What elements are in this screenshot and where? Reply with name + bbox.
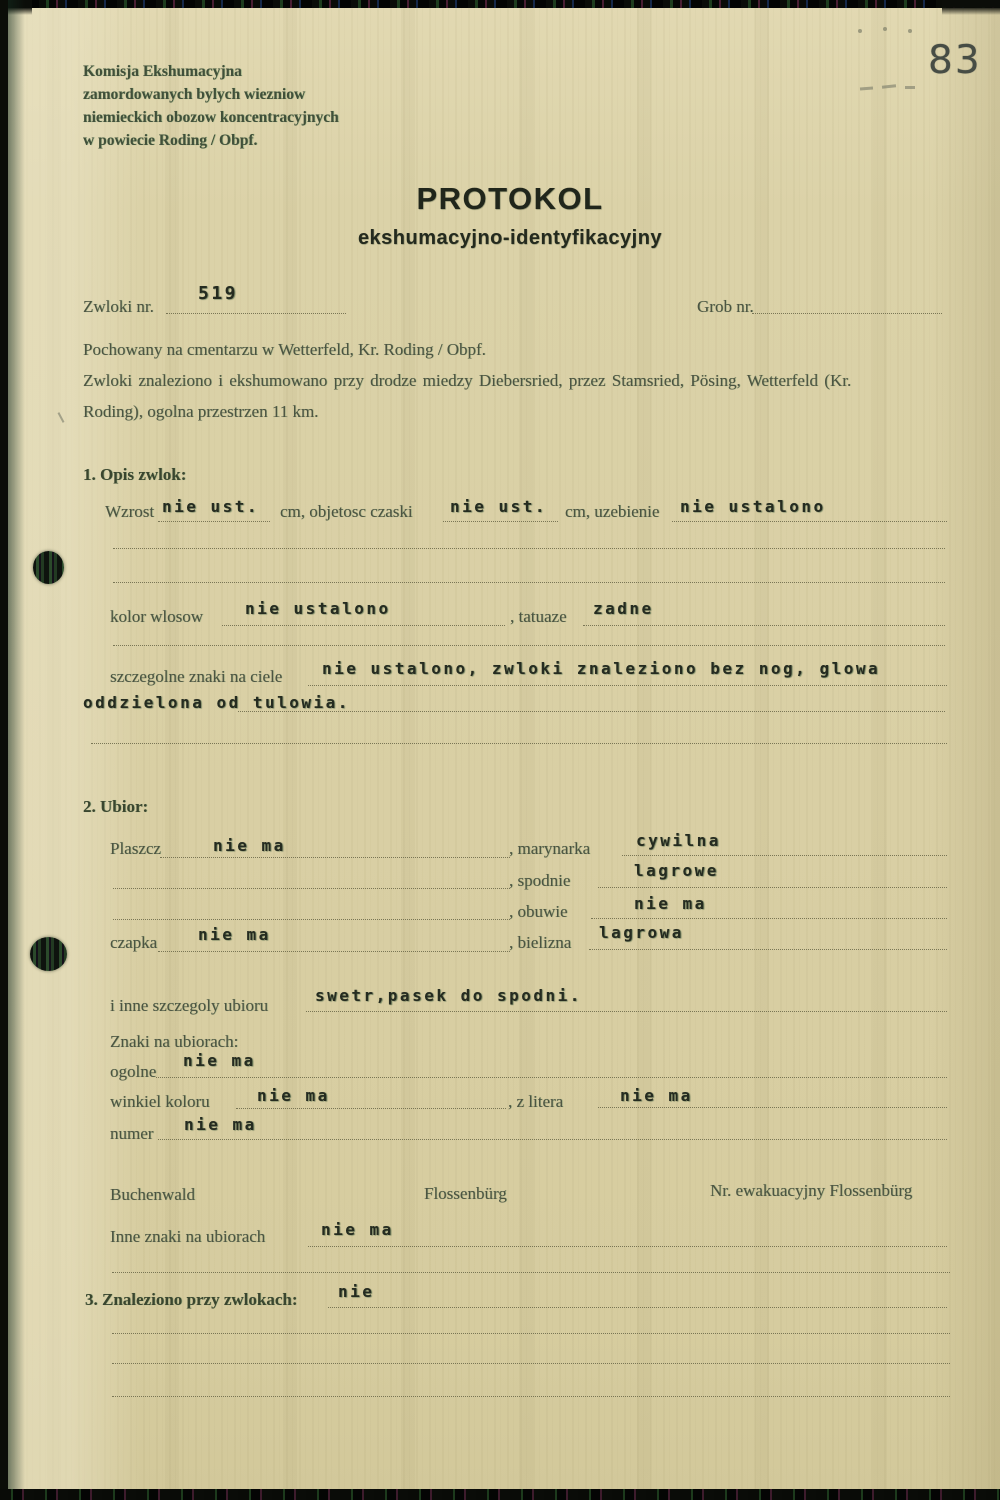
dotted-line xyxy=(236,1092,506,1109)
inne-znaki-label: Inne znaki na ubiorach xyxy=(110,1227,266,1246)
burial-line-1: Pochowany na cmentarzu w Wetterfeld, Kr. Roding / Obpf. xyxy=(83,340,486,359)
commission-line-2: zamordowanych bylych wiezniow xyxy=(83,86,306,103)
pencil-dot xyxy=(883,27,887,31)
scan-edge-top xyxy=(0,0,1000,8)
dotted-line xyxy=(598,871,947,888)
dotted-line xyxy=(308,1230,947,1247)
numer-value: nie ma xyxy=(184,1115,257,1134)
dotted-line xyxy=(112,1256,950,1273)
z-litera-label: , z litera xyxy=(508,1092,564,1111)
z-litera-value: nie ma xyxy=(620,1086,693,1105)
objetosc-label: cm, objetosc czaski xyxy=(280,502,413,521)
dotted-line xyxy=(583,609,945,626)
pencil-dot xyxy=(858,29,862,33)
czapka-label: czapka xyxy=(110,933,158,952)
plaszcz-label: Plaszcz xyxy=(110,839,161,858)
dotted-line xyxy=(328,1291,947,1308)
scan-edge-bottom xyxy=(0,1489,1000,1500)
obuwie-value: nie ma xyxy=(634,894,707,913)
section1-heading: 1. Opis zwlok: xyxy=(83,465,187,484)
kolor-wlosow-label: kolor wlosow xyxy=(110,607,204,626)
scan-edge-top-right xyxy=(942,0,1000,15)
commission-header xyxy=(83,60,339,152)
document-subtitle: ekshumacyjno-identyfikacyjny xyxy=(357,227,663,249)
ogolne-label: ogolne xyxy=(110,1062,157,1081)
section3-heading: 3. Znaleziono przy zwlokach: xyxy=(85,1290,298,1309)
ogolne-value: nie ma xyxy=(183,1051,256,1070)
dotted-line xyxy=(166,297,346,314)
inne-szczegoly-label: i inne szczegoly ubioru xyxy=(110,996,269,1015)
zwloki-nr-value: 519 xyxy=(198,283,239,304)
szczegolne-znaki-label: szczegolne znaki na ciele xyxy=(110,667,283,686)
punch-hole-top xyxy=(33,551,64,584)
pencil-tick xyxy=(58,412,65,423)
dotted-line xyxy=(113,629,945,646)
pencil-dash xyxy=(905,86,915,89)
dotted-line xyxy=(591,902,947,919)
pencil-dot xyxy=(908,29,912,33)
szczegolne-znaki-value-line2: oddzielona od tulowia. xyxy=(83,693,350,712)
scan-edge-left xyxy=(0,0,8,1500)
grob-nr-label: Grob nr. xyxy=(697,297,754,316)
wzrost-value: nie ust. xyxy=(162,497,260,516)
kolor-wlosow-value: nie ustalono xyxy=(245,599,391,618)
winkiel-label: winkiel koloru xyxy=(110,1092,210,1111)
inne-szczegoly-value: swetr,pasek do spodni. xyxy=(315,986,582,1005)
dotted-line xyxy=(156,1061,947,1078)
scan-edge-left-fade xyxy=(8,0,25,1500)
dotted-line xyxy=(672,505,947,522)
obuwie-label: , obuwie xyxy=(509,902,568,921)
dotted-line xyxy=(308,669,947,686)
commission-line-3: niemieckich obozow koncentracyjnych xyxy=(83,109,339,126)
burial-line-2: Zwloki znaleziono i ekshumowano przy drodze miedzy Diebersried, przez Stamsried, Pösing, Wetterfeld (Kr. xyxy=(83,371,852,390)
page-number: 83 xyxy=(928,38,982,83)
winkiel-value: nie ma xyxy=(257,1086,330,1105)
dotted-line xyxy=(589,933,947,950)
dotted-line xyxy=(112,1347,950,1364)
dotted-line xyxy=(113,532,945,549)
spodnie-label: , spodnie xyxy=(509,871,571,890)
dotted-line xyxy=(113,872,510,889)
numer-label: numer xyxy=(110,1124,154,1143)
znaleziono-value: nie xyxy=(338,1282,375,1301)
dotted-line xyxy=(91,727,947,744)
pencil-dash xyxy=(882,84,896,88)
dotted-line xyxy=(113,903,510,920)
bielizna-label: , bielizna xyxy=(509,933,572,952)
dotted-line xyxy=(622,839,947,856)
dotted-line xyxy=(222,609,505,626)
pencil-dash xyxy=(860,87,873,91)
tatuaze-value: zadne xyxy=(593,599,654,618)
spodnie-value: lagrowe xyxy=(634,861,719,880)
wzrost-label: Wzrost xyxy=(105,502,155,521)
dotted-line xyxy=(238,695,945,712)
marynarka-value: cywilna xyxy=(636,831,721,850)
camp-buchenwald-label: Buchenwald xyxy=(110,1185,195,1204)
zwloki-nr-label: Zwloki nr. xyxy=(83,297,154,316)
dotted-line xyxy=(112,1380,950,1397)
dotted-line xyxy=(158,505,270,522)
section2-heading: 2. Ubior: xyxy=(83,797,149,816)
camp-flossenburg-label: Flossenbürg xyxy=(424,1184,507,1203)
dotted-line xyxy=(306,995,947,1012)
dotted-line xyxy=(113,566,945,583)
plaszcz-value: nie ma xyxy=(213,836,286,855)
dotted-line xyxy=(158,935,510,952)
commission-line-1: Komisja Ekshumacyjna xyxy=(83,63,242,80)
marynarka-label: , marynarka xyxy=(509,839,591,858)
commission-line-4: w powiecie Roding / Obpf. xyxy=(83,132,258,149)
punch-hole-bottom xyxy=(30,937,67,971)
dotted-line xyxy=(158,1123,947,1140)
dotted-line xyxy=(752,297,942,314)
uzebienie-value: nie ustalono xyxy=(680,497,826,516)
dotted-line xyxy=(112,1317,950,1334)
czaski-value: nie ust. xyxy=(450,497,548,516)
document-title: PROTOKOL xyxy=(416,181,604,216)
tatuaze-label: , tatuaze xyxy=(510,607,567,626)
dotted-line xyxy=(598,1091,947,1108)
szczegolne-znaki-value-line1: nie ustalono, zwloki znaleziono bez nog, glowa xyxy=(322,659,881,678)
uzebienie-label: cm, uzebienie xyxy=(565,502,660,521)
dotted-line xyxy=(443,505,558,522)
czapka-value: nie ma xyxy=(198,925,271,944)
camp-nr-ewakuacyjny-label: Nr. ewakuacyjny Flossenbürg xyxy=(710,1181,913,1200)
bielizna-value: lagrowa xyxy=(599,923,684,942)
burial-line-3: Roding), ogolna przestrzen 11 km. xyxy=(83,402,319,421)
inne-znaki-value: nie ma xyxy=(321,1220,394,1239)
dotted-line xyxy=(160,841,510,858)
znaki-na-ubiorach-heading: Znaki na ubiorach: xyxy=(110,1032,239,1051)
